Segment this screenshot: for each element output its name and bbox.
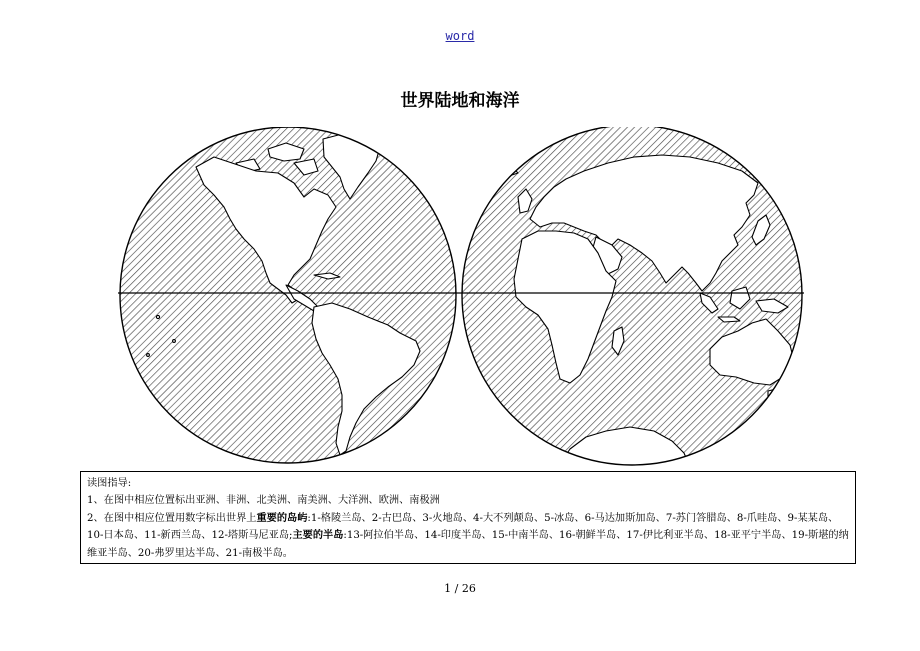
- pacific-island: [173, 340, 176, 343]
- pacific-island: [156, 315, 159, 318]
- word-link[interactable]: word: [445, 29, 475, 43]
- guide-item-2-prefix: 2、在图中相应位置用数字标出世界上: [87, 512, 257, 524]
- eastern-hemisphere: [462, 127, 804, 467]
- pacific-island: [147, 354, 150, 357]
- tierra-del-fuego: [340, 455, 354, 463]
- guide-item-2: [87, 510, 849, 562]
- page-number: 1 / 26: [444, 582, 476, 595]
- guide-heading: 读图指导:: [87, 478, 132, 489]
- guide-item-1: 1、在图中相应位置标出亚洲、非洲、北美洲、南美洲、大洋洲、欧洲、南极洲: [87, 495, 440, 507]
- new-zealand: [802, 371, 804, 397]
- islands-label: 重要的岛屿: [256, 511, 308, 524]
- islands-list: :1-格陵兰岛、2-古巴岛、3-火地岛、4-大不列颠岛、5-冰岛、6-马达加斯加岛、7-苏门答腊岛、8-爪哇岛、9-某某岛、10-日本岛、11-新西兰岛、12-塔斯马尼亚岛;: [87, 512, 839, 542]
- peninsulas-label: 主要的半岛: [292, 529, 344, 542]
- reading-guide: [80, 471, 856, 564]
- western-hemisphere: [120, 127, 456, 463]
- peninsulas-list: :13-阿拉伯半岛、14-印度半岛、15-中南半岛、16-朝鲜半岛、17-伊比利亚半岛、18-亚平宁半岛、19-斯堪的纳维亚半岛、20-弗罗里达半岛、21-南极半岛。: [87, 530, 849, 559]
- page-title: 世界陆地和海洋: [400, 91, 520, 111]
- world-map: [118, 127, 804, 467]
